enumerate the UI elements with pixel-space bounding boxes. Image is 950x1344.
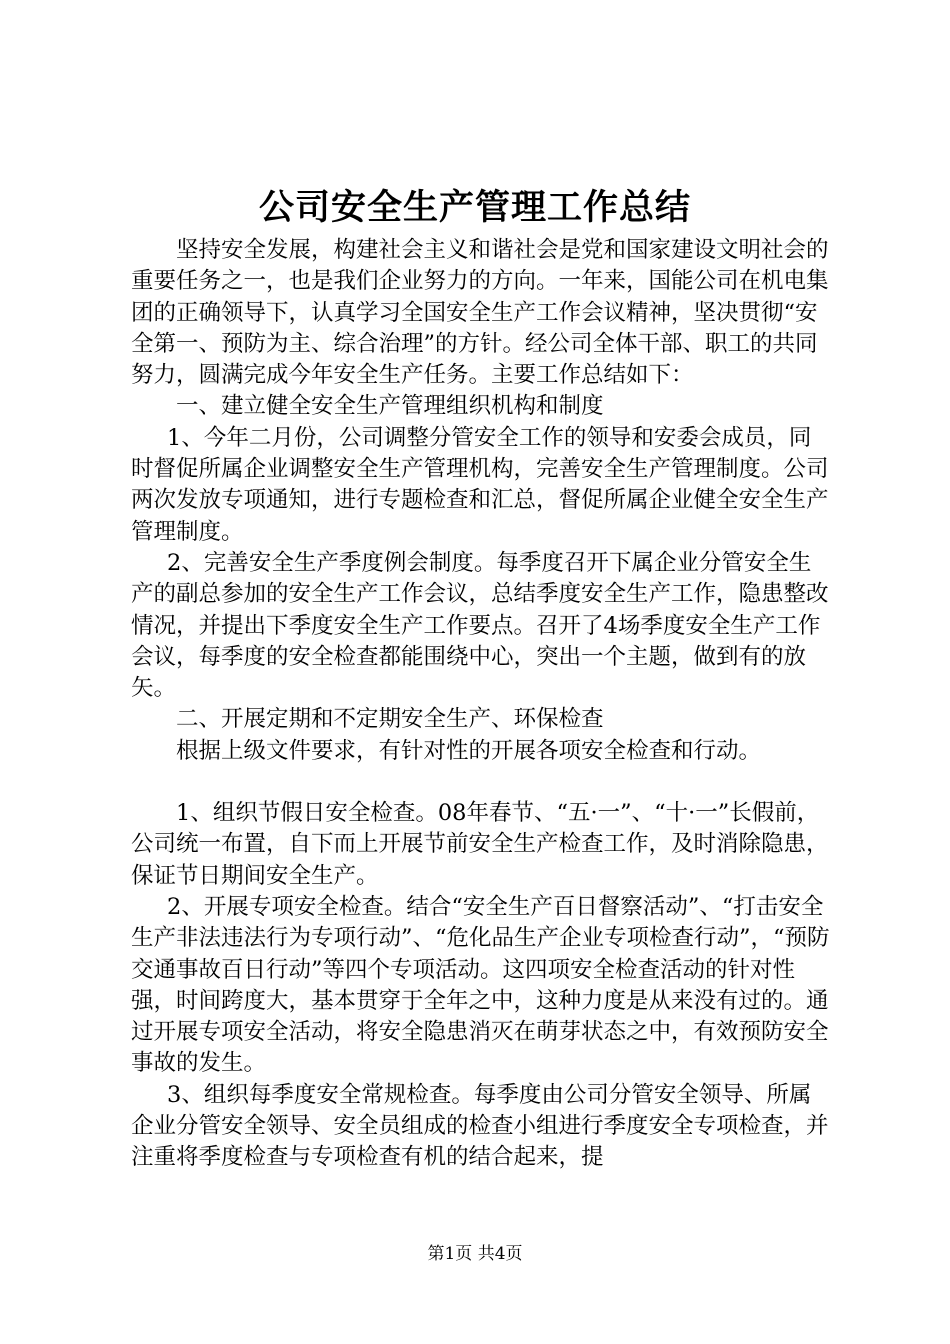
- blank-line: [131, 767, 831, 798]
- document-title: 公司安全生产管理工作总结: [258, 187, 691, 228]
- paragraph-intro: 坚持安全发展，构建社会主义和谐社会是党和国家建设文明社会的重要任务之一，也是我们企业努力的方向。一年来，国能公司在机电集团的正确领导下，认真学习全国安全生产工作会议精神，坚决贯彻“安全第一、预防为主、综合治理”的方针。经公司全体干部、职工的共同努力，圆满完成今年安全生产任务。主要工作总结如下：: [131, 237, 829, 389]
- paragraph-item-2-3: 3、组织每季度安全常规检查。每季度由公司分管安全领导、所属企业分管安全领导、安全员组成的检查小组进行季度安全专项检查，并注重将季度检查与专项检查有机的结合起来，提: [131, 1081, 829, 1171]
- paragraph-item-2-1: 1、组织节假日安全检查。08年春节、“五·一”、“十·一”长假前，公司统一布置，自下而上开展节前安全生产检查工作，及时消除隐患，保证节日期间安全生产。: [131, 800, 829, 889]
- document-body: [131, 235, 831, 1174]
- paragraph-item-2-2: 2、开展专项安全检查。结合“安全生产百日督察活动”、“打击安全生产非法违法行为专项行动”、“危化品生产企业专项检查行动”，“预防交通事故百日行动”等四个专项活动。这四项安全检查活动的针对性强，时间跨度大，基本贯穿于全年之中，这种力度是从来没有过的。通过开展专项安全活动，将安全隐患消灭在萌芽状态之中，有效预防安全事故的发生。: [131, 893, 830, 1077]
- section-heading-2: 二、开展定期和不定期安全生产、环保检查: [176, 706, 604, 733]
- page-number-footer: 第1页 共4页: [427, 1244, 523, 1264]
- section-heading-1: 一、建立健全安全生产管理组织机构和制度: [176, 393, 604, 420]
- paragraph-section-2-intro: 根据上级文件要求，有针对性的开展各项安全检查和行动。: [176, 737, 762, 764]
- paragraph-item-1-2: 2、完善安全生产季度例会制度。每季度召开下属企业分管安全生产的副总参加的安全生产工作会议，总结季度安全生产工作，隐患整改情况，并提出下季度安全生产工作要点。召开了4场季度安全生产工作会议，每季度的安全检查都能围绕中心，突出一个主题，做到有的放矢。: [131, 549, 829, 702]
- paragraph-item-1-1: 1、今年二月份，公司调整分管安全工作的领导和安委会成员，同时督促所属企业调整安全生产管理机构，完善安全生产管理制度。公司两次发放专项通知，进行专题检查和汇总，督促所属企业健全安全生产管理制度。: [131, 424, 829, 545]
